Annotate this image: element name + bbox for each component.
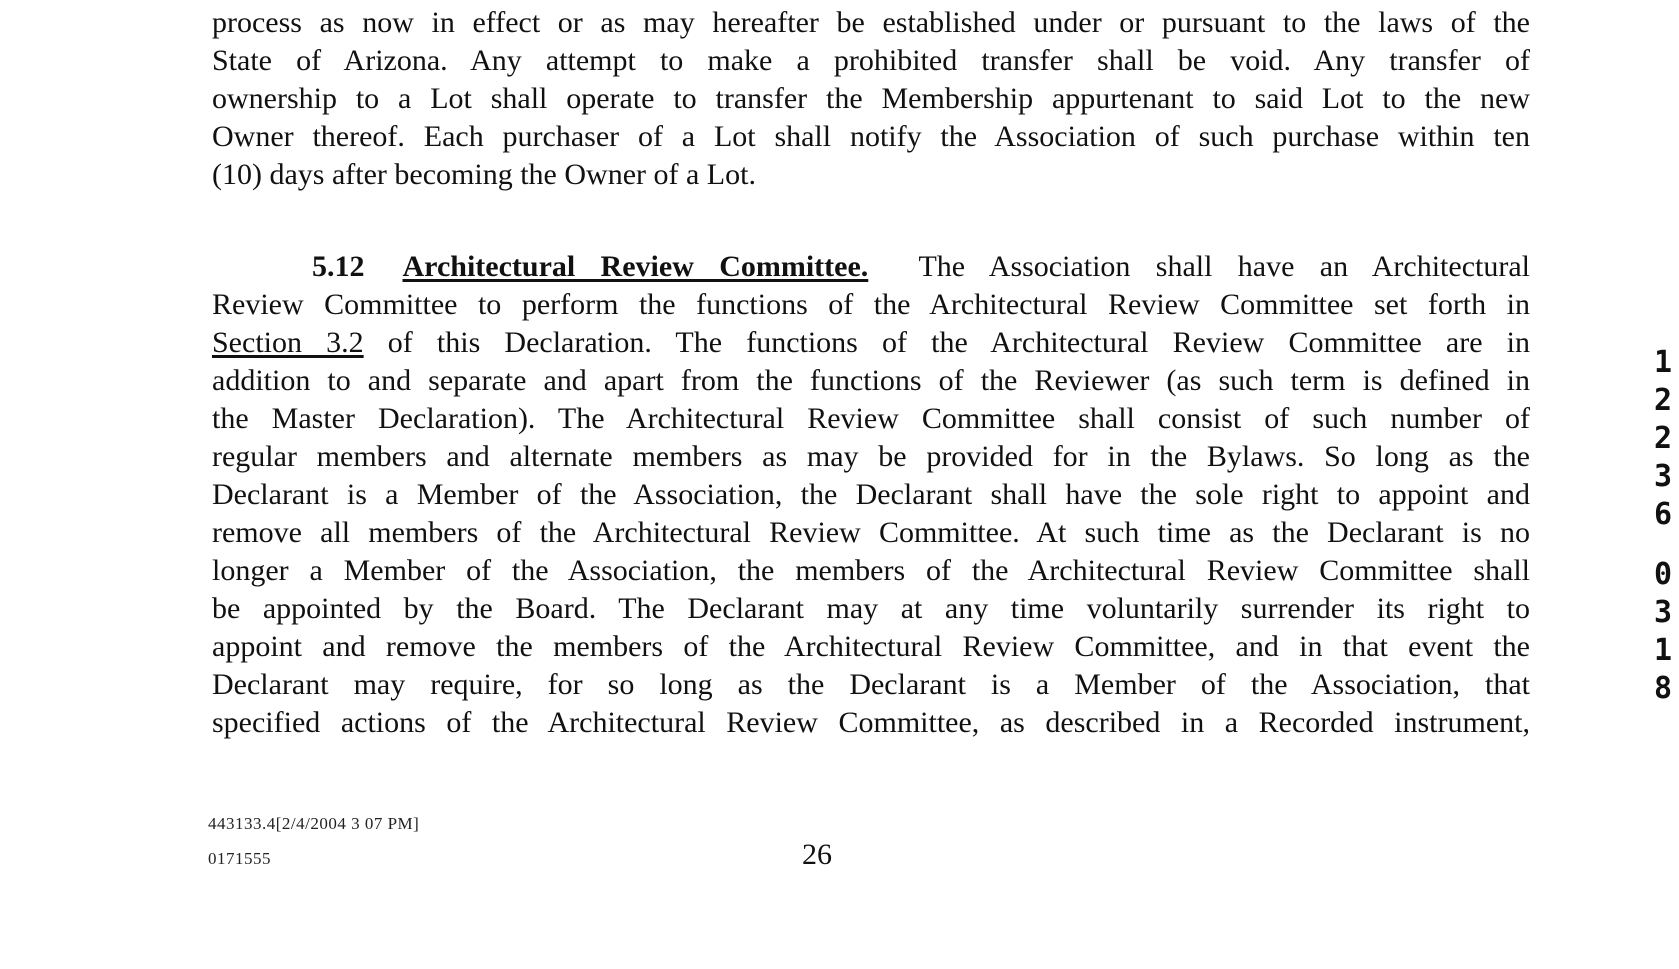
intro-line-6: (10) days after becoming the Owner of a Lot. <box>212 158 756 191</box>
intro-line-4: ownership to a Lot shall operate to transfer the Membership appurtenant to said Lot to the new <box>212 82 1530 115</box>
stamp-digit: 3 <box>1653 595 1673 630</box>
section-line: longer a Member of the Association, the members of the Architectural Review Committee shall <box>212 554 1530 587</box>
section-line-2: Review Committee to perform the functions of the Architectural Review Committee set forth in <box>212 288 1530 321</box>
section-line: remove all members of the Architectural Review Committee. At such time as the Declarant is no <box>212 516 1530 549</box>
intro-line-5: Owner thereof. Each purchaser of a Lot shall notify the Association of such purchase within ten <box>212 120 1530 153</box>
section-number: 5.12 <box>312 250 365 283</box>
page-number: 26 <box>802 838 832 871</box>
section-heading-line <box>212 248 1530 286</box>
stamp-digit: 2 <box>1653 383 1673 418</box>
footer-file-number: 0171555 <box>208 849 271 868</box>
intro-line-3: State of Arizona. Any attempt to make a prohibited transfer shall be void. Any transfer of <box>212 44 1530 77</box>
stamp-digit: 6 <box>1653 497 1673 532</box>
section-line: specified actions of the Architectural Review Committee, as described in a Recorded instrument, <box>212 706 1530 739</box>
section-5-12-paragraph <box>212 248 1530 742</box>
recording-number-stamp <box>1648 344 1678 708</box>
intro-line-2: process as now in effect or as may hereafter be established under or pursuant to the laws of the <box>212 6 1530 39</box>
stamp-digit: 1 <box>1653 345 1673 380</box>
section-line: Declarant may require, for so long as the Declarant is a Member of the Association, that <box>212 668 1530 701</box>
stamp-digit: 2 <box>1653 421 1673 456</box>
stamp-digit: 3 <box>1653 459 1673 494</box>
stamp-digit: 8 <box>1653 671 1673 706</box>
section-title: Architectural Review Committee. <box>402 250 869 283</box>
stamp-digit: 0 <box>1653 557 1673 592</box>
section-3-2-reference: Section 3.2 <box>212 326 364 359</box>
footer-document-id: 443133.4[2/4/2004 3 07 PM] <box>208 814 420 833</box>
section-heading-rest: The Association shall have an Architectural <box>918 250 1530 283</box>
intro-paragraph <box>212 0 1530 194</box>
stamp-digit: 1 <box>1653 633 1673 668</box>
section-line-3-rest: of this Declaration. The functions of the Architectural Review Committee are in <box>363 326 1530 359</box>
section-line: Declarant is a Member of the Association, the Declarant shall have the sole right to appoint and <box>212 478 1530 511</box>
section-line: the Master Declaration). The Architectural Review Committee shall consist of such number of <box>212 402 1530 435</box>
section-line-3 <box>212 324 1530 362</box>
section-line: appoint and remove the members of the Architectural Review Committee, and in that event the <box>212 630 1530 663</box>
section-line: regular members and alternate members as may be provided for in the Bylaws. So long as the <box>212 440 1530 473</box>
section-line: addition to and separate and apart from the functions of the Reviewer (as such term is defined in <box>212 364 1530 397</box>
section-line: be appointed by the Board. The Declarant may at any time voluntarily surrender its right to <box>212 592 1530 625</box>
